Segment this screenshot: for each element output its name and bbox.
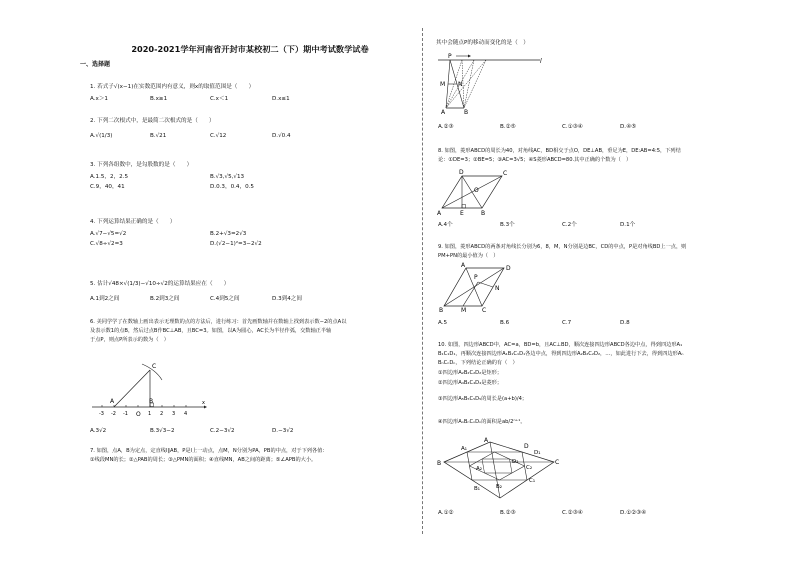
q7-stem-continued: 其中会随点P的移动而变化的是（ ） — [436, 40, 529, 46]
q9-option-b: B.6 — [500, 320, 510, 326]
q10-stem-line1: 10. 如图，四边形ABCD中，AC=a，BD=b，且AC⊥BD，顺次连接四边形ABCD各边中点，得到四边形A₁ — [438, 342, 683, 348]
q9-label-d: D — [506, 265, 511, 272]
q7-label-n: N — [458, 81, 463, 88]
q2-option-b: B.√21 — [150, 133, 167, 139]
q5-option-a: A.1到2之间 — [90, 296, 120, 302]
q1-option-d: D.x≤1 — [272, 96, 290, 102]
q9-option-a: A.5 — [438, 320, 448, 326]
q8-stem-line2: 论：①DE=3；②BE=5；③AC=3√5；④S菱形ABCD=80.其中正确的个数为（ ） — [438, 157, 632, 163]
q6-tick-label: -1 — [123, 411, 128, 417]
q4-option-c: C.√8÷√2=3 — [90, 241, 123, 247]
q1-option-a: A.x＞1 — [90, 96, 108, 102]
q6-stem-line1: 6. 美同学学了在数轴上画出表示无理数的点的方法后，进行练习：首先画数轴并在数轴上找到表示数−2的点A以 — [90, 319, 347, 325]
q8-rhombus-figure — [436, 168, 516, 218]
q5-option-d: D.3到4之间 — [272, 296, 302, 302]
q7-label-a: A — [441, 109, 446, 116]
q6-tick-label: -3 — [99, 411, 104, 417]
q7-label-b: B — [464, 109, 469, 116]
q6-label-b: B — [149, 398, 154, 405]
q6-option-a: A.3√2 — [90, 428, 107, 434]
q5-option-c: C.4到5之间 — [210, 296, 240, 302]
q1-option-b: B.x≥1 — [150, 96, 168, 102]
q2-option-d: D.√0.4 — [272, 133, 291, 139]
q8-stem-line1: 8. 如图，菱形ABCD的周长为40，对角线AC，BD相交于点O，DE⊥AB，垂足为E，DE:AB=4:5，下列结 — [438, 148, 681, 154]
q4-option-a: A.√7−√5=√2 — [90, 231, 127, 237]
q5-option-b: B.2到3之间 — [150, 296, 180, 302]
q9-stem-line1: 9. 如图，菱形ABCD的两条对角线长分别为6，8，M，N分别是边BC，CD的中点，P是对角线BD上一点，则 — [438, 244, 687, 250]
q10-label-a: A — [484, 437, 489, 444]
q4-stem: 4. 下列运算结果正确的是（ ） — [90, 219, 176, 225]
q10-label-b2: B₂ — [496, 484, 502, 490]
q9-label-p: P — [474, 274, 478, 281]
q8-label-o: O — [474, 187, 479, 194]
q6-segment-ac — [114, 370, 150, 407]
q7-stem-line2: ①线段MN的长；②△PAB的周长；③△PMN的面积；④直线MN，AB之间的距离；⑤∠APB的大小。 — [90, 457, 317, 463]
q9-label-a: A — [461, 262, 466, 269]
q8-label-d: D — [459, 169, 464, 176]
q6-number-line-figure — [90, 350, 210, 422]
q6-tick-label: 3 — [172, 411, 176, 417]
q6-label-c: C — [152, 363, 157, 370]
q8-diagonal-bd — [462, 176, 482, 208]
q7-option-b: B.②⑤ — [500, 124, 516, 130]
q9-label-b: B — [439, 307, 444, 314]
q1-stem: 1. 若式子√(x−1)在实数范围内有意义，则x的取值范围是（ ） — [90, 84, 255, 90]
q7-stem-line1: 7. 如图，点A，B为定点，定直线l∥AB，P是l上一动点，点M，N分别为PA，PB的中点，对于下列各值： — [90, 448, 328, 454]
q3-stem: 3. 下列各组数中，是勾股数的是（ ） — [90, 162, 193, 168]
q10-label-a1: A₁ — [461, 446, 467, 452]
q10-quadrilateral-figure — [436, 436, 566, 504]
q10-option-a: A.①② — [438, 510, 454, 516]
q10-label-d1: D₁ — [534, 450, 541, 456]
q8-label-b: B — [481, 210, 486, 217]
q9-label-c: C — [482, 307, 487, 314]
q10-label-b1: B₁ — [474, 486, 480, 492]
q9-option-d: D.8 — [620, 320, 630, 326]
q10-label-c2: C₂ — [526, 465, 533, 471]
q6-label-a: A — [110, 398, 115, 405]
q7-figure — [436, 50, 546, 116]
q8-option-c: C.2个 — [562, 222, 577, 228]
q7-label-m: M — [440, 81, 446, 88]
q8-option-b: B.3个 — [500, 222, 515, 228]
q4-option-d: D.(√2−1)²=3−2√2 — [210, 241, 262, 247]
q10-label-d: D — [524, 443, 529, 450]
q10-option-d: D.①②③④ — [620, 510, 647, 516]
q8-option-d: D.1个 — [620, 222, 636, 228]
q9-segment-pn — [478, 282, 493, 287]
q10-statement-4: ④四边形AₙBₙCₙDₙ的面积是ab/2ⁿ⁺¹。 — [438, 419, 526, 425]
q6-tick-label: 1 — [148, 411, 152, 417]
q10-label-c: C — [555, 459, 560, 466]
q3-option-d: D.0.3，0.4，0.5 — [210, 184, 254, 190]
q7-motion-arrowhead — [468, 55, 471, 58]
q5-stem: 5. 估计√48×√(1/3)−√10÷√2的运算结果应在（ ） — [90, 281, 230, 287]
q9-label-n: N — [495, 285, 500, 292]
q9-stem-line2: PM+PN的最小值为（ ） — [438, 253, 499, 259]
q2-stem: 2. 下列二次根式中，是最简二次根式的是（ ） — [90, 118, 215, 124]
q6-stem-line3: 于点P，则点P所表示的数为（ ） — [90, 337, 169, 343]
q9-label-m: M — [461, 307, 467, 314]
q9-segment-pm — [463, 282, 478, 306]
q6-tick-label: 2 — [160, 411, 164, 417]
q3-option-b: B.√3,√5,√13 — [210, 174, 245, 180]
q4-option-b: B.2+√3=2√3 — [210, 231, 247, 237]
q6-option-c: C.2−3√2 — [210, 428, 235, 434]
q3-option-a: A.1.5，2，2.5 — [90, 174, 129, 180]
q6-axis-label: x — [202, 400, 205, 406]
q2-option-a: A.√(1/3) — [90, 133, 113, 139]
q7-label-l: l — [540, 58, 542, 65]
q6-label-o: O — [136, 411, 141, 418]
q10-stem-line2: B₁C₁D₁，再顺次连接四边形A₁B₁C₁D₁各边中点，得到四边形A₂B₂C₂D₂，…，如此进行下去，得到四边形Aₙ — [438, 351, 684, 357]
q10-option-b: B.②③ — [500, 510, 516, 516]
q3-option-c: C.9，40，41 — [90, 184, 125, 190]
q8-label-a: A — [437, 210, 442, 217]
q10-statement-2: ②四边形A₄B₄C₄D₄是菱形； — [438, 380, 503, 386]
q8-right-angle-mark — [462, 205, 466, 209]
q10-stem-line3: BₙCₙDₙ，下列结论正确的有（ ） — [438, 360, 518, 366]
q9-rhombus-figure — [436, 262, 526, 314]
page-title: 2020-2021学年河南省开封市某校初二（下）期中考试数学试卷 — [131, 44, 369, 54]
q10-option-c: C.②③④ — [562, 510, 583, 516]
q10-label-b: B — [437, 460, 442, 467]
q6-option-d: D.−3√2 — [272, 428, 294, 434]
q8-label-c: C — [503, 170, 508, 177]
q6-option-b: B.3√3−2 — [150, 428, 175, 434]
q7-label-p: P — [448, 53, 452, 60]
q8-option-a: A.4个 — [438, 222, 453, 228]
q10-label-a2: A₂ — [476, 466, 482, 472]
column-divider — [422, 28, 423, 534]
q9-option-c: C.7 — [562, 320, 572, 326]
q2-option-c: C.√12 — [210, 133, 227, 139]
q10-quad-inner — [482, 459, 512, 473]
q10-label-c1: C₁ — [529, 478, 536, 484]
q1-option-c: C.x＜1 — [210, 96, 229, 102]
q6-tick-label: -2 — [111, 411, 116, 417]
q7-option-a: A.②③ — [438, 124, 454, 130]
q7-option-d: D.④⑤ — [620, 124, 637, 130]
q10-statement-1: ①四边形A₂B₂C₂D₂是矩形； — [438, 370, 503, 376]
q6-tick-label: 4 — [184, 411, 188, 417]
q10-statement-3: ③四边形A₅B₅C₅D₅的周长是(a+b)/4； — [438, 396, 528, 402]
q7-option-c: C.①③④ — [562, 124, 583, 130]
q10-label-d2: D₂ — [512, 459, 519, 465]
q8-label-e: E — [460, 210, 464, 217]
q6-stem-line2: 及表示数1的点B，然后过点B作BC⊥AB，且BC=3。如图，以A为圆心，AC长为半径作弧，交数轴正半轴 — [90, 328, 332, 334]
section-heading: 一、选择题 — [80, 61, 111, 68]
